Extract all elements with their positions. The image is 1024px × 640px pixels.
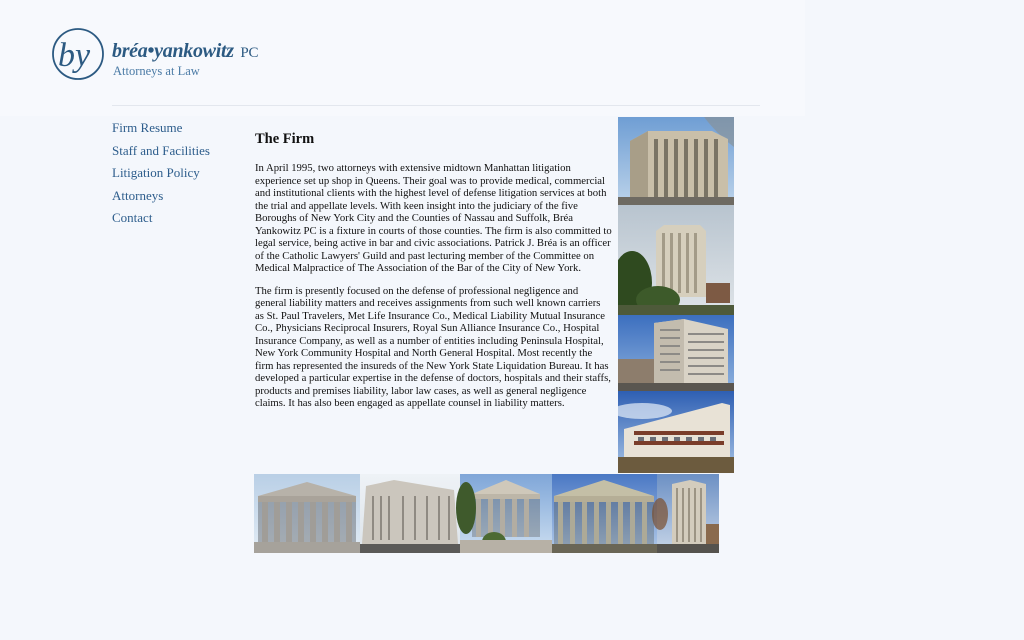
courthouse-photo <box>254 474 360 553</box>
logo-name <box>112 40 258 63</box>
firm-paragraph-1: In April 1995, two attorneys with extensive midtown Manhattan litigation experience set up shop in Queens. Their goal was to provide medical, commercial and institutional clients with the highest level of defense litigation services at both the trial and appellate levels. With keen insight into the judiciary of the five Boroughs of New York City and the Counties of Nassau and Suffolk, Bréa Yankowitz PC is a fixture in courts of those counties. The firm is also committed to legal service, being active in bar and civic associations. Patrick J. Bréa is an officer of the Catholic Lawyers' Guild and past lecturing member of the Committee on Medical Malpractice of The Association of the Bar of the City of New York. <box>255 162 612 274</box>
logo-monogram-icon <box>50 26 106 82</box>
logo-suffix: PC <box>240 45 259 61</box>
header-divider <box>112 105 760 106</box>
logo-tagline: Attorneys at Law <box>113 64 200 78</box>
courthouse-photo <box>360 474 460 553</box>
courthouse-photo <box>618 391 734 473</box>
nav-link-litigation-policy[interactable]: Litigation Policy <box>112 165 200 180</box>
nav-link-contact[interactable]: Contact <box>112 210 153 225</box>
courthouse-photo <box>552 474 657 553</box>
logo[interactable] <box>50 26 310 86</box>
firm-paragraph-2: The firm is presently focused on the defense of professional negligence and general liability matters and receives assignments from such well known carriers as St. Paul Travelers, Met Life Insurance Co., Medical Liability Mutual Insurance Co., Physicians Reciprocal Insurers, Royal Sun Alliance Insurance Co., Hospital Insurance Company, as well as a number of entities including Peninsula Hospital, New York Community Hospital and North General Hospital. Most recently the firm has represented the insureds of the New York State Liquidation Bureau. It has developed a particular expertise in the defense of doctors, hospitals and their staffs, products and premises liability, labor law cases, as well as general negligence claims. It has also been engaged as appellate counsel in liability matters. <box>255 284 611 409</box>
logo-name-part1: bréa <box>112 40 148 62</box>
courthouse-photo <box>618 205 734 315</box>
courthouse-photo <box>456 474 552 553</box>
side-nav <box>112 120 210 233</box>
courthouse-photo-column <box>618 117 734 473</box>
logo-monogram-text: by <box>58 37 91 74</box>
courthouse-photo-strip <box>254 474 719 553</box>
courthouse-photo-row <box>254 474 719 553</box>
courthouse-photo <box>652 474 719 553</box>
nav-link-firm-resume[interactable]: Firm Resume <box>112 120 183 135</box>
nav-link-attorneys[interactable]: Attorneys <box>112 187 164 203</box>
nav-link-staff-and-facilities[interactable]: Staff and Facilities <box>112 142 210 158</box>
page-title: The Firm <box>255 131 315 147</box>
logo-separator: • <box>147 40 155 62</box>
courthouse-photo <box>618 117 734 205</box>
courthouse-photo <box>618 315 734 391</box>
main-content <box>255 131 612 420</box>
logo-name-part2: yankowitz <box>154 40 234 62</box>
